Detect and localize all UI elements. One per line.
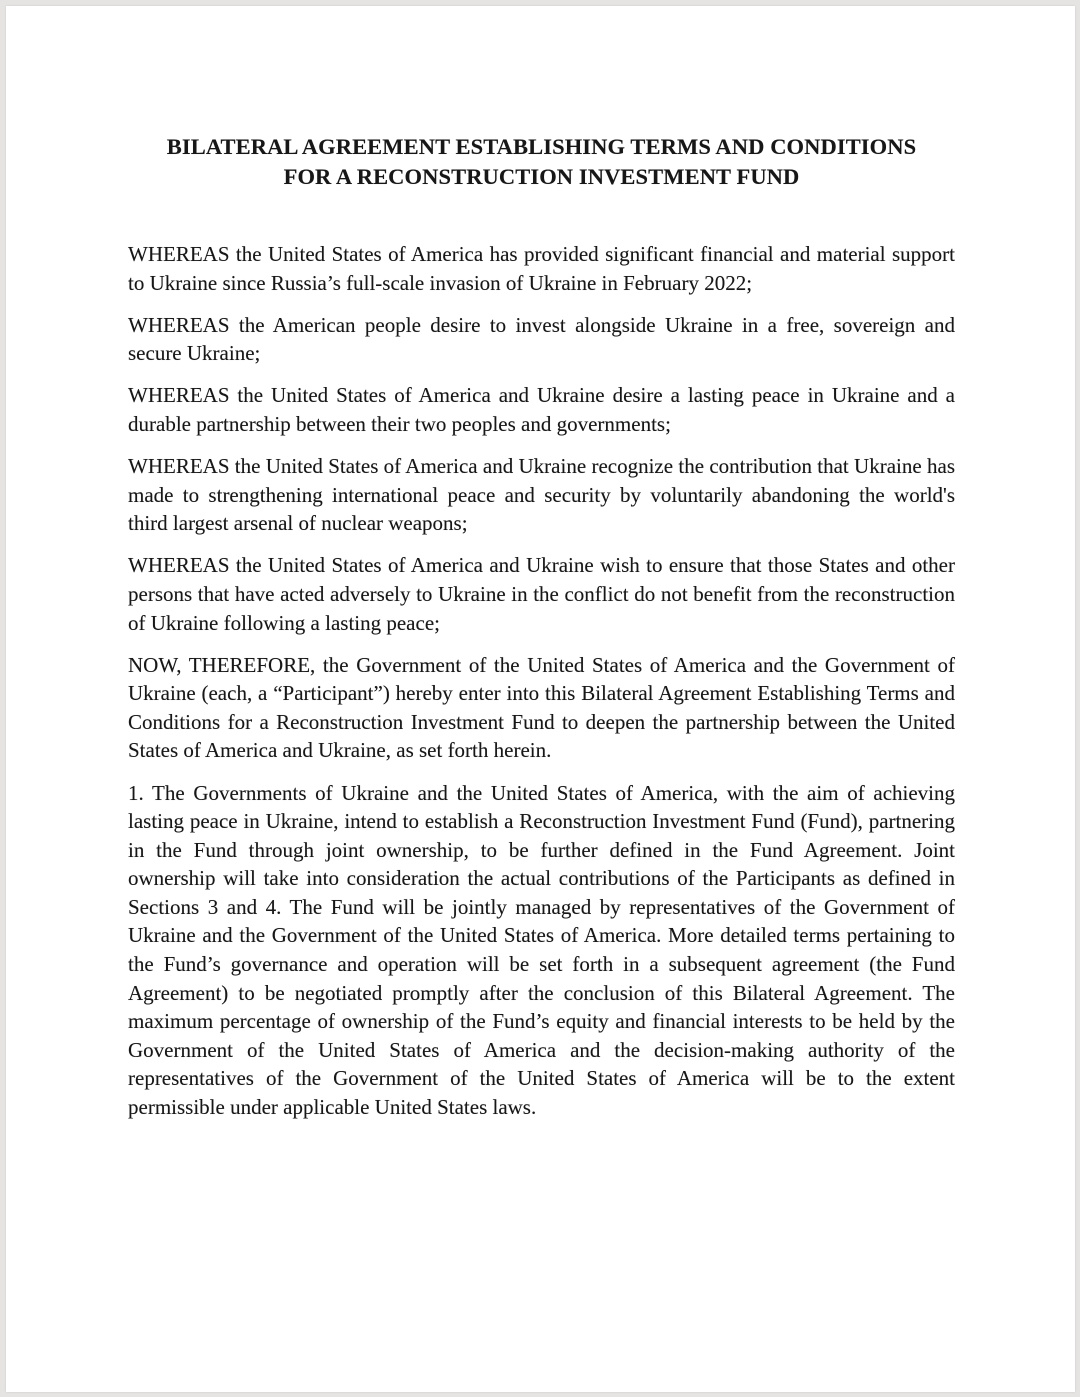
document-page: [6, 6, 1075, 1392]
paragraph-whereas-lasting-peace: WHEREAS the United States of America and Ukraine desire a lasting peace in Ukraine and a durable partnership between their two peoples and governments;: [128, 383, 955, 436]
document-title-line-1: BILATERAL AGREEMENT ESTABLISHING TERMS AND CONDITIONS: [166, 134, 917, 159]
document-title-line-2: FOR A RECONSTRUCTION INVESTMENT FUND: [283, 164, 800, 189]
paragraph-whereas-nuclear-weapons: WHEREAS the United States of America and Ukraine recognize the contribution that Ukraine has made to strengthening international peace and security by voluntarily abandoning the world's third largest arsenal of nuclear weapons;: [128, 454, 955, 536]
paragraph-now-therefore: NOW, THEREFORE, the Government of the United States of America and the Government of Ukraine (each, a “Participant”) hereby enter into this Bilateral Agreement Establishing Terms and Conditions for a Reconstruction Investment Fund to deepen the partnership between the United States of America and Ukraine, as set forth herein.: [128, 652, 955, 763]
paragraph-section-1: 1. The Governments of Ukraine and the United States of America, with the aim of achieving lasting peace in Ukraine, intend to establish a Reconstruction Investment Fund (Fund), partnering in the Fund through joint ownership, to be further defined in the Fund Agreement. Joint ownership will take into consideration the actual contributions of the Participants as defined in Sections 3 and 4. The Fund will be jointly managed by representatives of the Government of Ukraine and the Government of the United States of America. More detailed terms pertaining to the Fund’s governance and operation will be set forth in a subsequent agreement (the Fund Agreement) to be negotiated promptly after the conclusion of this Bilateral Agreement. The maximum percentage of ownership of the Fund’s equity and financial interests to be held by the Government of the United States of America and the decision-making authority of the representatives of the Government of the United States of America will be to the extent permissible under applicable United States laws.: [128, 780, 955, 1120]
paragraph-whereas-adverse-actors: WHEREAS the United States of America and Ukraine wish to ensure that those States and other persons that have acted adversely to Ukraine in the conflict do not benefit from the reconstruction of Ukraine following a lasting peace;: [128, 553, 955, 635]
paragraph-whereas-financial-support: WHEREAS the United States of America has provided significant financial and material support to Ukraine since Russia’s full-scale invasion of Ukraine in February 2022;: [128, 242, 955, 295]
paragraph-whereas-american-people: WHEREAS the American people desire to invest alongside Ukraine in a free, sovereign and secure Ukraine;: [128, 312, 955, 366]
document-content: [6, 132, 1075, 1122]
document-title: [128, 132, 955, 192]
